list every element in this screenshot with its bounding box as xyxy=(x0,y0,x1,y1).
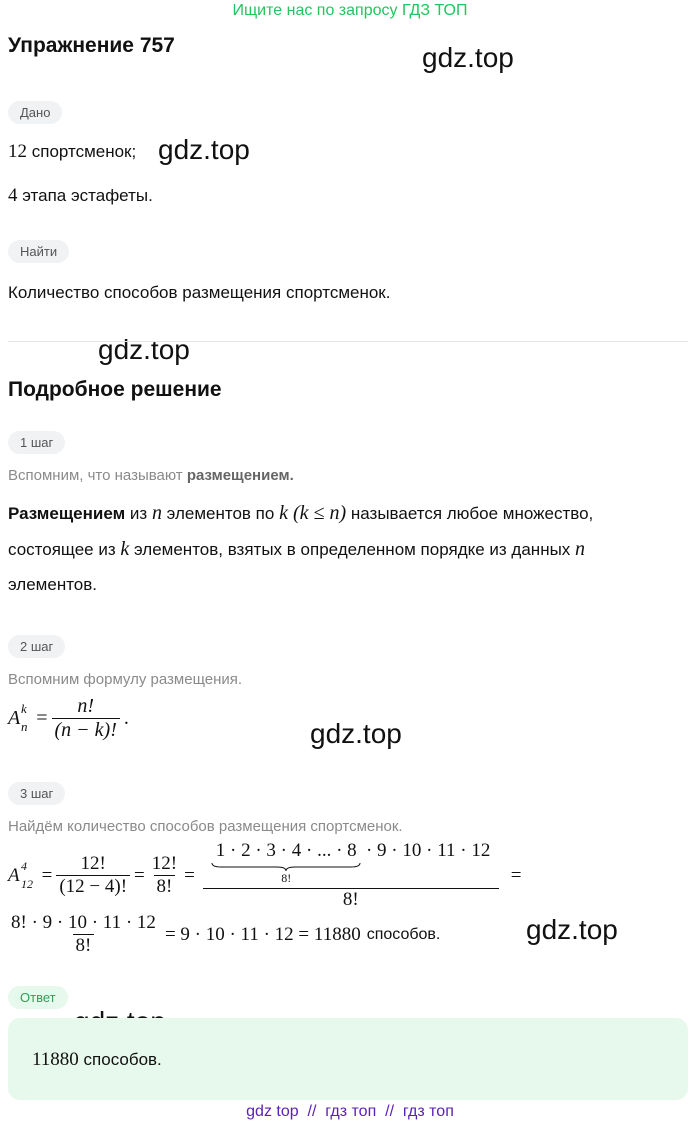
definition-line-2: состоящее из k элементов, взятых в определенном порядке из данных n xyxy=(8,538,586,560)
step-3-chip: 3 шаг xyxy=(8,782,65,805)
answer-text: 11880 способов. xyxy=(32,1049,162,1070)
page-title: Упражнение 757 xyxy=(8,34,175,57)
given-line-2: 4 этапа эстафеты. xyxy=(8,185,153,206)
computation-line-2: $\frac{8! \cdot 9 \cdot 10 \cdot 11 \cdot 12}{8!}$ = 9 · 10 · 11 · 12 = 11880 способов. xyxy=(11,912,441,956)
given-chip: Дано xyxy=(8,101,62,124)
watermark: gdz.top xyxy=(526,914,618,945)
given-line-1: 12 спортсменок; xyxy=(8,141,137,162)
watermark: gdz.top xyxy=(422,42,514,73)
step-1-intro: Вспомним, что называют размещением. xyxy=(8,467,294,484)
definition-line-1: Размещением из n элементов по k (k ≤ n) называется любое множество, xyxy=(8,502,594,524)
watermark: gdz.top xyxy=(158,134,250,165)
answer-chip: Ответ xyxy=(8,986,68,1009)
step-3-intro: Найдём количество способов размещения спортсменок. xyxy=(8,818,403,835)
footer-links[interactable]: gdz top // гдз топ // гдз топ xyxy=(246,1103,454,1120)
placement-formula: A k n = $\frac{n!}{(n - k)!}$ . xyxy=(8,695,129,741)
solution-heading: Подробное решение xyxy=(8,378,222,401)
definition-line-3: элементов. xyxy=(8,575,98,594)
find-text: Количество способов размещения спортсменок. xyxy=(8,283,391,302)
step-2-chip: 2 шаг xyxy=(8,635,65,658)
watermark: gdz.top xyxy=(310,718,402,749)
watermark: gdz.top xyxy=(98,334,190,365)
given-section xyxy=(8,101,62,124)
find-chip: Найти xyxy=(8,240,69,263)
computation-line-1: A 4 12 = $\frac{12!}{(12 - 4)!}$ = $\frac{12!}{8!}$ = 1 · 2 · 3 · 4 · ... · 8 8! · 9 · 10 · 11 · 12 8! = xyxy=(8,840,522,910)
step-2-intro: Вспомним формулу размещения. xyxy=(8,671,243,688)
find-section xyxy=(8,240,69,263)
divider xyxy=(8,341,688,342)
top-banner[interactable]: Ищите нас по запросу ГДЗ ТОП xyxy=(232,2,468,19)
step-1-chip: 1 шаг xyxy=(8,431,65,454)
